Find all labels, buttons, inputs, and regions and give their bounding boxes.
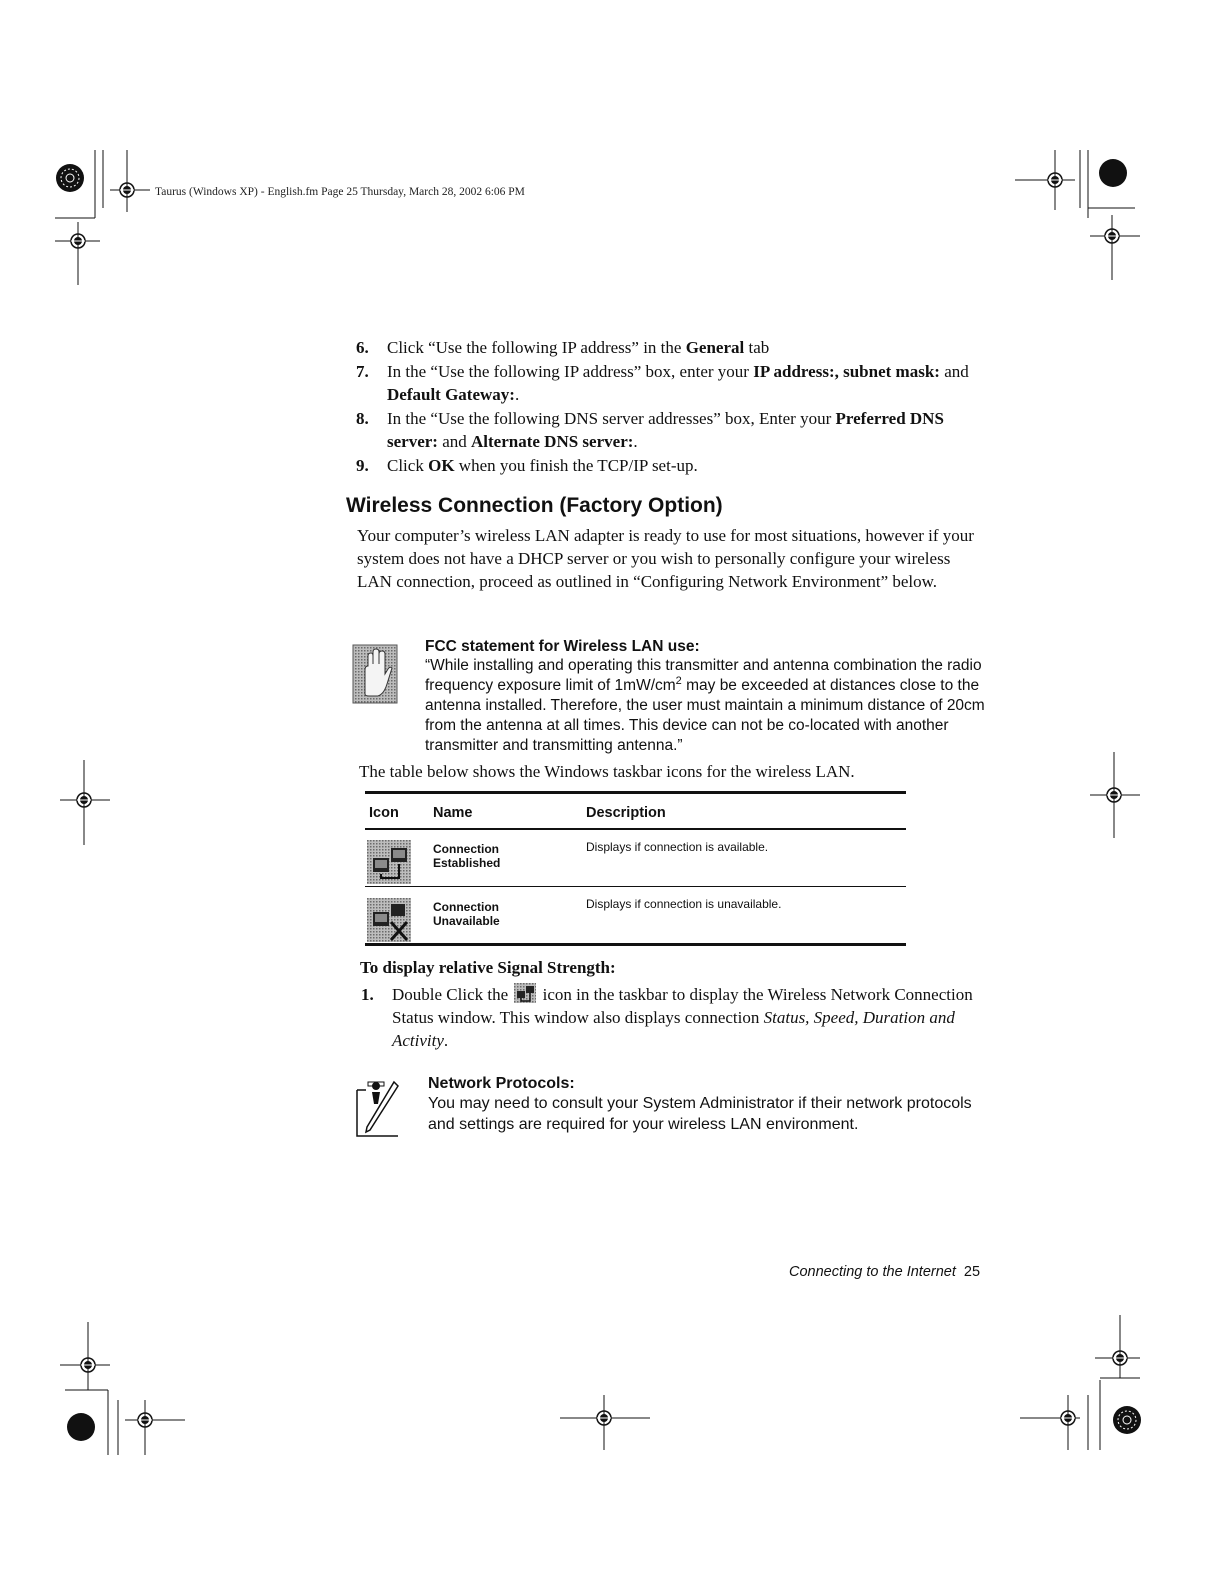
page-footer	[789, 1264, 980, 1280]
table-bottom-rule	[365, 943, 906, 946]
fcc-body-text-cont: may be exceeded at distances close to the antenna installed. Therefore, the user must maintain a minimum distance of 20cm from the antenna at all times. This device can not be co-located with another transmitter and transmitting antenna.”	[425, 677, 985, 754]
step-text: In the “Use the following DNS server addresses” box, Enter your	[387, 409, 836, 428]
table-header-description: Description	[586, 805, 666, 821]
step-bold-text: Preferred DNS server:	[387, 409, 944, 451]
step-item	[356, 407, 986, 453]
connection-established-icon	[367, 840, 411, 884]
signal-step-end: .	[443, 1031, 449, 1050]
step-bold-text: OK	[428, 456, 455, 475]
table-intro: The table below shows the Windows taskbar icons for the wireless LAN.	[359, 762, 855, 781]
step-number: 6.	[356, 338, 369, 357]
network-protocols-body: You may need to consult your System Administrator if their network protocols and settings are required for your wireless LAN environment.	[428, 1095, 972, 1133]
connection-unavailable-icon	[367, 898, 411, 942]
step-bold-text: Alternate DNS server:	[471, 432, 634, 451]
table-row-desc-unavailable: Displays if connection is unavailable.	[586, 897, 782, 911]
tcpip-steps-list	[356, 336, 986, 478]
table-row-desc-established: Displays if connection is available.	[586, 840, 769, 854]
signal-step-italic: Status, Speed, Duration and Activity	[392, 1008, 955, 1050]
step-number: 1.	[361, 985, 374, 1004]
network-protocols-title: Network Protocols:	[428, 1075, 575, 1092]
fcc-statement-body	[425, 656, 985, 756]
note-pen-icon	[354, 1076, 404, 1140]
step-text: Click	[387, 456, 429, 475]
table-row-divider	[365, 886, 906, 887]
wireless-taskbar-icon	[514, 983, 536, 1003]
fcc-body-text: “While installing and operating this transmitter and antenna combination the radio frequency exposure limit of 1mW/cm	[425, 657, 982, 694]
intro-paragraph: Your computer’s wireless LAN adapter is ready to use for most situations, however if your system does not have a DHCP server or you wish to personally configure your wireless LAN connection, proceed as outlined in “Configuring Network Environment” below.	[357, 526, 974, 591]
step-bold-text: General	[685, 338, 745, 357]
print-header-slug: Taurus (Windows XP) - English.fm Page 25 Thursday, March 28, 2002 6:06 PM	[155, 186, 525, 198]
table-header-rule	[365, 828, 906, 830]
signal-step-text-cont: icon in the taskbar to display the Wireless Network Connection Status window. This window also displays connection	[392, 985, 973, 1027]
fcc-body-superscript: 2	[675, 674, 682, 687]
step-number: 7.	[356, 362, 369, 381]
step-item	[356, 336, 986, 359]
section-title: Wireless Connection (Factory Option)	[346, 494, 723, 517]
step-text: .	[514, 385, 520, 404]
table-header-icon: Icon	[369, 805, 399, 821]
hand-caution-icon	[352, 644, 398, 704]
table-top-rule	[365, 791, 906, 794]
step-item	[356, 360, 986, 406]
step-text: tab	[744, 338, 770, 357]
table-row-name-unavailable: Connection Unavailable	[433, 900, 500, 928]
step-bold-text: Default Gateway:	[387, 385, 515, 404]
step-number: 9.	[356, 456, 369, 475]
table-row-name-established: Connection Established	[433, 842, 501, 870]
footer-chapter-title: Connecting to the Internet	[789, 1264, 956, 1280]
fcc-statement-title: FCC statement for Wireless LAN use:	[425, 638, 700, 655]
step-item	[356, 454, 986, 477]
step-text: and	[939, 362, 969, 381]
step-number: 8.	[356, 409, 369, 428]
step-text: .	[633, 432, 638, 451]
step-text: when you finish the TCP/IP set-up.	[454, 456, 698, 475]
step-text: In the “Use the following IP address” box, enter your	[387, 362, 754, 381]
signal-step-text: Double Click the	[392, 985, 513, 1004]
step-text: and	[437, 432, 472, 451]
table-header-name: Name	[433, 805, 473, 821]
step-text: Click “Use the following IP address” in the	[387, 338, 686, 357]
signal-step-1	[361, 983, 991, 1052]
footer-page-number: 25	[963, 1264, 981, 1280]
signal-strength-heading: To display relative Signal Strength:	[360, 958, 616, 977]
step-bold-text: IP address:, subnet mask:	[753, 362, 940, 381]
